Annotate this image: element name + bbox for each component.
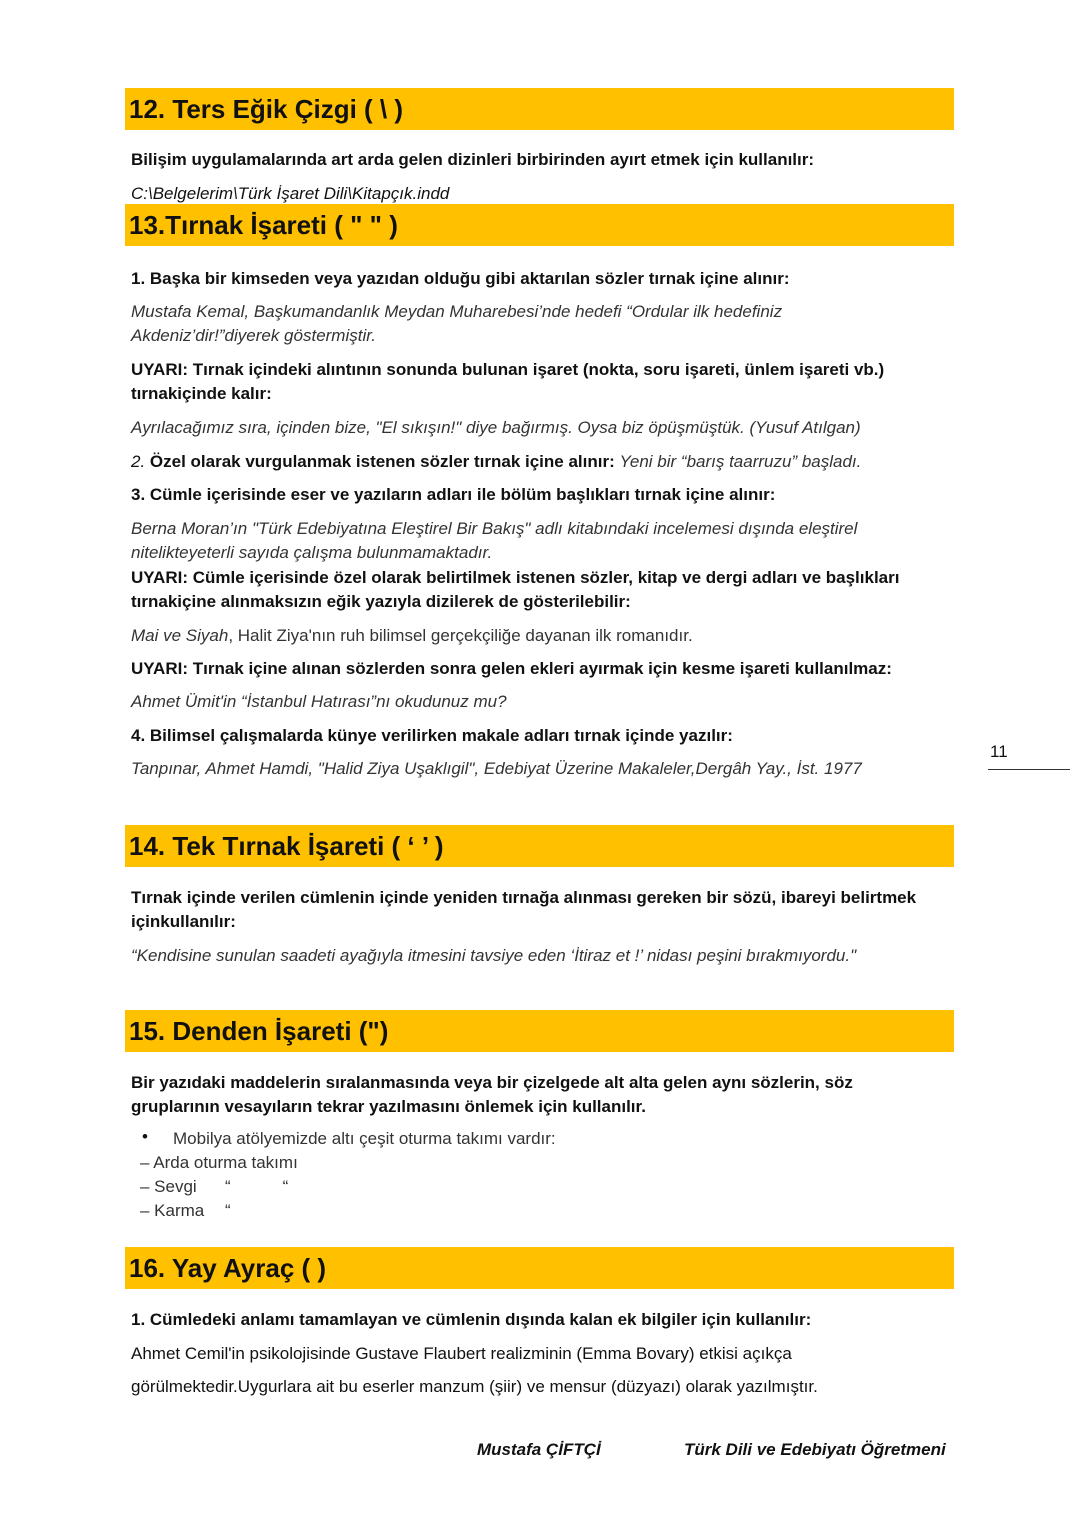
section-13-header [125, 204, 954, 246]
rule-13-1: 1. Başka bir kimseden veya yazıdan olduğu gibi aktarılan sözler tırnak içine alınır: [131, 269, 790, 288]
warning-13-2-example-italic: Mai ve Siyah [131, 626, 229, 645]
rule-13-1-example-a: Mustafa Kemal, Başkumandanlık Meydan Muharebesi’nde hedefi “Ordular ilk hedefiniz [131, 302, 783, 321]
section-12-title: 12. Ters Eğik Çizgi ( \ ) [129, 94, 404, 124]
section-15-header [125, 1010, 954, 1052]
list-item-3: – Karma [140, 1201, 205, 1220]
rule-13-3-example-a: Berna Moran’ın "Türk Edebiyatına Eleştirel Bir Bakış" adlı kitabındaki incelemesi dışında eleştirel [131, 519, 858, 538]
rule-13-2-text: Özel olarak vurgulanmak istenen sözler tırnak içine alınır: [149, 452, 615, 471]
section-15-desc-b: gruplarının vesayıların tekrar yazılmasını önlemek için kullanılır. [131, 1097, 646, 1116]
footer-role: Türk Dili ve Edebiyatı Öğretmeni [684, 1440, 946, 1459]
rule-16-1-example-b: görülmektedir.Uygurlara ait bu eserler manzum (şiir) ve mensur (düzyazı) olarak yazılmıştır. [131, 1377, 818, 1396]
section-16-title: 16. Yay Ayraç ( ) [129, 1253, 327, 1283]
rule-13-2 [131, 450, 931, 474]
section-15-desc-a: Bir yazıdaki maddelerin sıralanmasında veya bir çizelgede alt alta gelen aynı sözlerin, söz [131, 1073, 853, 1092]
list-item-3-ditto: “ [225, 1201, 231, 1220]
warning-13-3: UYARI: Tırnak içine alınan sözlerden sonra gelen ekleri ayırmak için kesme işareti kullanılmaz: [131, 659, 892, 678]
footer-author: Mustafa ÇİFTÇİ [477, 1440, 601, 1459]
section-14-header [125, 825, 954, 867]
page-number-rule [988, 769, 1070, 770]
rule-13-4-example: Tanpınar, Ahmet Hamdi, "Halid Ziya Uşaklıgil", Edebiyat Üzerine Makaleler,Dergâh Yay., İst. 1977 [131, 759, 862, 778]
rule-13-2-number: 2. [131, 452, 146, 471]
warning-13-1-example: Ayrılacağımız sıra, içinden bize, "El sıkışın!" diye bağırmış. Oysa biz öpüşmüştük. (Yusuf Atılgan) [131, 418, 861, 437]
rule-16-1-example-a: Ahmet Cemil'in psikolojisinde Gustave Flaubert realizminin (Emma Bovary) etkisi açıkça [131, 1344, 792, 1363]
rule-13-3: 3. Cümle içerisinde eser ve yazıların adları ile bölüm başlıkları tırnak içine alınır: [131, 485, 776, 504]
section-12-example: C:\Belgelerim\Türk İşaret Dili\Kitapçık.indd [131, 184, 450, 203]
section-12-desc: Bilişim uygulamalarında art arda gelen dizinleri birbirinden ayırt etmek için kullanılır: [131, 150, 815, 169]
warning-13-2-b: tırnakiçine alınmaksızın eğik yazıyla dizilerek de gösterilebilir: [131, 592, 631, 611]
rule-13-2-example: Yeni bir “barış taarruzu” başladı. [619, 452, 862, 471]
section-14-desc-a: Tırnak içinde verilen cümlenin içinde yeniden tırnağa alınması gereken bir sözü, ibareyi belirtmek [131, 888, 917, 907]
section-16-header [125, 1247, 954, 1289]
list-item-2-ditto: “ “ [225, 1177, 289, 1196]
warning-13-1-b: tırnakiçinde kalır: [131, 384, 272, 403]
section-15-title: 15. Denden İşareti (") [129, 1016, 389, 1046]
list-item-2: – Sevgi [140, 1177, 197, 1196]
section-14-desc-b: içinkullanılır: [131, 912, 236, 931]
page-number: 11 [990, 742, 1008, 761]
warning-13-2-example [131, 624, 931, 648]
list-head: Mobilya atölyemizde altı çeşit oturma takımı vardır: [173, 1129, 556, 1148]
list-item-1: – Arda oturma takımı [140, 1153, 298, 1172]
section-14-title: 14. Tek Tırnak İşareti ( ‘ ’ ) [129, 831, 444, 861]
section-12-header [125, 88, 954, 130]
section-14-example: “Kendisine sunulan saadeti ayağıyla itmesini tavsiye eden ‘İtiraz et !’ nidası peşini bırakmıyordu." [131, 946, 857, 965]
warning-13-3-example: Ahmet Ümit'in “İstanbul Hatırası”nı okudunuz mu? [131, 692, 507, 711]
rule-16-1: 1. Cümledeki anlamı tamamlayan ve cümlenin dışında kalan ek bilgiler için kullanılır: [131, 1310, 812, 1329]
warning-13-2-example-rest: , Halit Ziya'nın ruh bilimsel gerçekçiliğe dayanan ilk romanıdır. [228, 626, 693, 645]
rule-13-1-example-b: Akdeniz’dir!”diyerek göstermiştir. [131, 326, 376, 345]
warning-13-2-a: UYARI: Cümle içerisinde özel olarak belirtilmek istenen sözler, kitap ve dergi adları ve başlıkları [131, 568, 900, 587]
warning-13-1-a: UYARI: Tırnak içindeki alıntının sonunda bulunan işaret (nokta, soru işareti, ünlem işareti vb.) [131, 360, 885, 379]
rule-13-3-example-b: nitelikteyeterli sayıda çalışma bulunmamaktadır. [131, 543, 493, 562]
list-bullet: • [142, 1127, 148, 1146]
section-13-title: 13.Tırnak İşareti ( " " ) [129, 210, 398, 240]
rule-13-4: 4. Bilimsel çalışmalarda künye verilirken makale adları tırnak içinde yazılır: [131, 726, 733, 745]
